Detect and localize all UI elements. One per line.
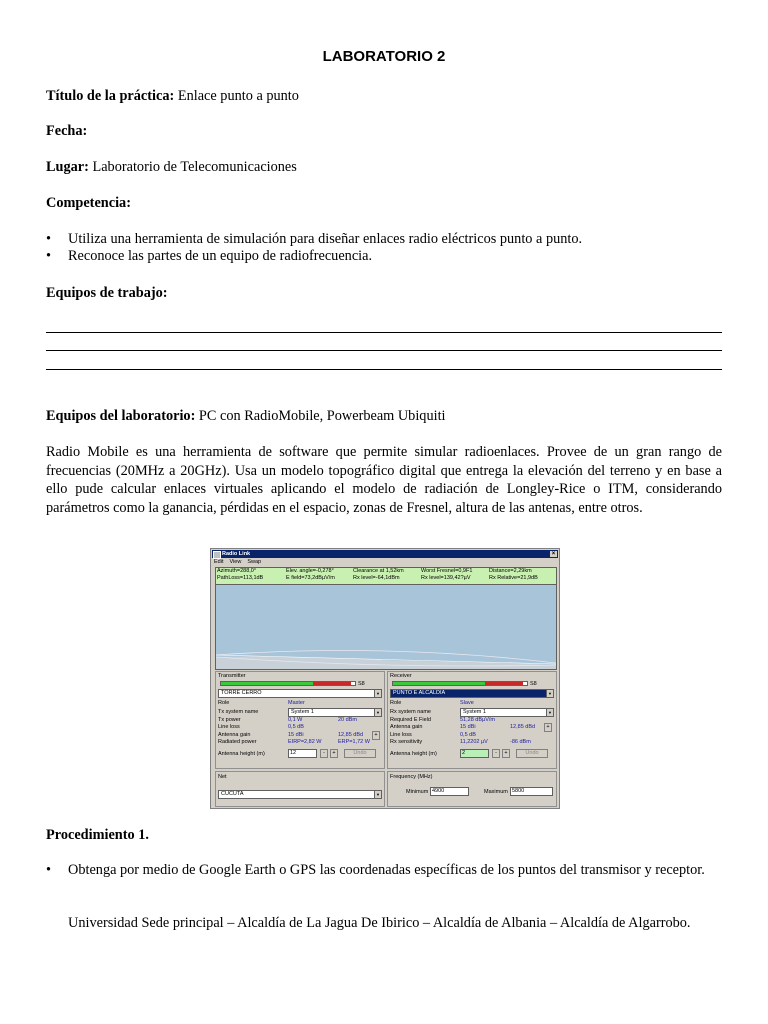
tx-gain-button[interactable]: +: [372, 731, 380, 740]
status-rxlevel-uv: Rx level=139,42?µV: [421, 575, 471, 581]
titulo-label: Título de la práctica:: [46, 88, 175, 104]
tx-gain-dbd: 12,85 dBd: [338, 732, 364, 738]
receiver-panel: [387, 671, 557, 769]
equipos-trabajo-label: Equipos de trabajo:: [46, 285, 168, 301]
rx-height-down-button[interactable]: -: [492, 749, 500, 758]
rx-gain-label: Antenna gain: [390, 724, 423, 730]
rx-meter-red: [485, 682, 523, 685]
tx-system-select[interactable]: [288, 708, 382, 717]
status-elev: Elev. angle=-0,278°: [286, 568, 334, 574]
competencia-label: Competencia:: [46, 195, 131, 211]
chevron-down-icon[interactable]: ▼: [374, 709, 381, 716]
chevron-down-icon[interactable]: ▼: [546, 690, 553, 697]
tx-meter-red: [313, 682, 351, 685]
tx-erp-value: ERP=1,72 W: [338, 739, 370, 745]
rx-lineloss-label: Line loss: [390, 732, 412, 738]
equipos-trabajo-heading: [46, 284, 168, 302]
rx-sensitivity-dbm: -86 dBm: [510, 739, 531, 745]
terrain-profile-plot: [215, 584, 557, 670]
rx-gain-dbd: 12,85 dBd: [510, 724, 536, 730]
rx-efield-value: 51,28 dBµV/m: [460, 717, 495, 723]
menu-edit[interactable]: Edit: [214, 559, 224, 565]
procedimiento-label: Procedimiento 1.: [46, 827, 149, 843]
titulo-value: Enlace punto a punto: [174, 88, 299, 104]
rx-group-label: Receiver: [390, 673, 412, 679]
chevron-down-icon[interactable]: ▼: [374, 690, 381, 697]
equipos-lab-value: PC con RadioMobile, Powerbeam Ubiquiti: [195, 408, 446, 424]
titulo-line: [46, 87, 299, 105]
tx-gain-label: Antenna gain: [218, 732, 251, 738]
fecha-label: Fecha:: [46, 123, 88, 139]
net-select[interactable]: [218, 790, 382, 799]
bullet-icon: •: [46, 231, 52, 247]
tx-power-dbm: 20 dBm: [338, 717, 357, 723]
rx-gain-value: 15 dBi: [460, 724, 476, 730]
competencia-text: Reconoce las partes de un equipo de radiofrecuencia.: [68, 248, 373, 264]
tx-system-label: Tx system name: [218, 709, 259, 715]
frequency-label: Frequency (MHz): [390, 774, 433, 780]
freq-max-input[interactable]: 5800: [510, 787, 553, 796]
bullet-icon: •: [46, 862, 52, 878]
tx-power-label: Tx power: [218, 717, 241, 723]
close-icon[interactable]: ×: [551, 551, 556, 557]
net-label: Net: [218, 774, 227, 780]
window-title: Radio Link: [222, 551, 251, 557]
competencia-heading: [46, 194, 131, 212]
freq-max-label: Maximum: [484, 789, 508, 795]
tx-signal-meter: [220, 681, 356, 686]
status-distance: Distance=2,29km: [489, 568, 532, 574]
bullet-icon: •: [46, 248, 52, 264]
lugar-label: Lugar:: [46, 159, 89, 175]
rx-sensitivity-label: Rx sensitivity: [390, 739, 423, 745]
menu-view[interactable]: View: [229, 559, 242, 565]
tx-system-value: System 1: [291, 709, 314, 715]
tx-radiated-label: Radiated power: [218, 739, 257, 745]
tx-s-reading: S8: [358, 681, 365, 687]
tx-group-label: Transmitter: [218, 673, 246, 679]
rx-system-value: System 1: [463, 709, 486, 715]
tx-station-value: TORRE CERRO: [221, 690, 262, 696]
profile-svg: [216, 585, 556, 669]
status-efield: E field=73,2dBµV/m: [286, 575, 335, 581]
procedimiento-heading: [46, 826, 149, 844]
rx-system-label: Rx system name: [390, 709, 431, 715]
chevron-down-icon[interactable]: ▼: [374, 791, 381, 798]
rx-meter-green: [393, 682, 485, 685]
menu-swap[interactable]: Swap: [247, 559, 262, 565]
lugar-value: Laboratorio de Telecomunicaciones: [88, 159, 297, 175]
rx-efield-label: Required E Field: [390, 717, 431, 723]
status-rxlevel: Rx level=-64,1dBm: [353, 575, 400, 581]
competencia-text: Utiliza una herramienta de simulación para diseñar enlaces radio eléctricos punto a punto.: [68, 231, 583, 247]
intro-paragraph: Radio Mobile es una herramienta de software que permite simular radioenlaces. Provee de un gran rango de frecuencias (20MHz a 20GHz). Usa un modelo topográfico digital que entrega la elevación del terreno y en base a ello pude calcular enlaces virtuales aplicando el modelo de radiación de Longley-Rice o ITM, considerando parámetros como la ganancia, pérdidas en el espacio, zonas de Fresnel, altura de las antenas, entre otros.: [46, 444, 722, 516]
freq-min-input[interactable]: 4900: [430, 787, 469, 796]
rx-sensitivity-uv: 11,2202 µV: [460, 739, 488, 745]
rx-station-select[interactable]: [390, 689, 554, 698]
tx-undo-button[interactable]: Undo: [344, 749, 376, 758]
tx-power-value: 0,1 W: [288, 717, 303, 723]
chevron-down-icon[interactable]: ▼: [546, 709, 553, 716]
equipos-lab-line: [46, 407, 446, 425]
tx-lineloss-label: Line loss: [218, 724, 240, 730]
fecha-line: [46, 122, 87, 140]
tx-role-value: Master: [288, 700, 305, 706]
tx-station-select[interactable]: [218, 689, 382, 698]
rx-gain-button[interactable]: +: [544, 723, 552, 732]
tx-eirp-value: EIRP=2,82 W: [288, 739, 322, 745]
blank-line: [46, 332, 722, 333]
status-panel: [215, 567, 557, 585]
procedimiento-text: Obtenga por medio de Google Earth o GPS las coordenadas específicas de los puntos del transmisor y receptor.: [68, 862, 705, 878]
rx-undo-button[interactable]: Undo: [516, 749, 548, 758]
tx-meter-green: [221, 682, 313, 685]
rx-height-input[interactable]: 2: [460, 749, 489, 758]
status-clearance: Clearance at 1,52km: [353, 568, 404, 574]
status-fresnel: Worst Fresnel=0,9F1: [421, 568, 473, 574]
rx-height-label: Antenna height (m): [390, 751, 437, 757]
tx-gain-value: 15 dBi: [288, 732, 304, 738]
freq-min-label: Minimum: [406, 789, 429, 795]
tx-height-input[interactable]: 12: [288, 749, 317, 758]
rx-station-value: PUNTO E ALCALDIA: [393, 690, 446, 696]
tx-height-up-button[interactable]: +: [330, 749, 338, 758]
status-rx-relative: Rx Relative=21,9dB: [489, 575, 538, 581]
rx-signal-meter: [392, 681, 528, 686]
rx-s-reading: S8: [530, 681, 537, 687]
status-pathloss: PathLoss=113,1dB: [217, 575, 264, 581]
rx-height-up-button[interactable]: +: [502, 749, 510, 758]
radio-link-window: [210, 548, 560, 809]
tx-height-down-button[interactable]: -: [320, 749, 328, 758]
rx-lineloss-value: 0,5 dB: [460, 732, 476, 738]
blank-line: [46, 350, 722, 351]
rx-role-value: Slave: [460, 700, 474, 706]
transmitter-panel: [215, 671, 385, 769]
net-value: CUCUTA: [221, 791, 244, 797]
lugares-text: Universidad Sede principal – Alcaldía de La Jagua De Ibirico – Alcaldía de Albania – Alcaldía de Algarrobo.: [68, 915, 691, 931]
tx-height-label: Antenna height (m): [218, 751, 265, 757]
app-icon: [213, 551, 221, 559]
rx-role-label: Role: [390, 700, 402, 706]
frequency-panel: [387, 771, 557, 807]
net-panel: [215, 771, 385, 807]
rx-system-select[interactable]: [460, 708, 554, 717]
blank-line: [46, 369, 722, 370]
menu-bar: [214, 559, 267, 566]
status-azimuth: Azimuth=288,0°: [217, 568, 257, 574]
lugar-line: [46, 158, 297, 176]
tx-role-label: Role: [218, 700, 230, 706]
window-titlebar: [212, 550, 558, 558]
equipos-lab-label: Equipos del laboratorio:: [46, 408, 196, 424]
document-title: LABORATORIO 2: [322, 48, 446, 65]
tx-lineloss-value: 0,5 dB: [288, 724, 304, 730]
